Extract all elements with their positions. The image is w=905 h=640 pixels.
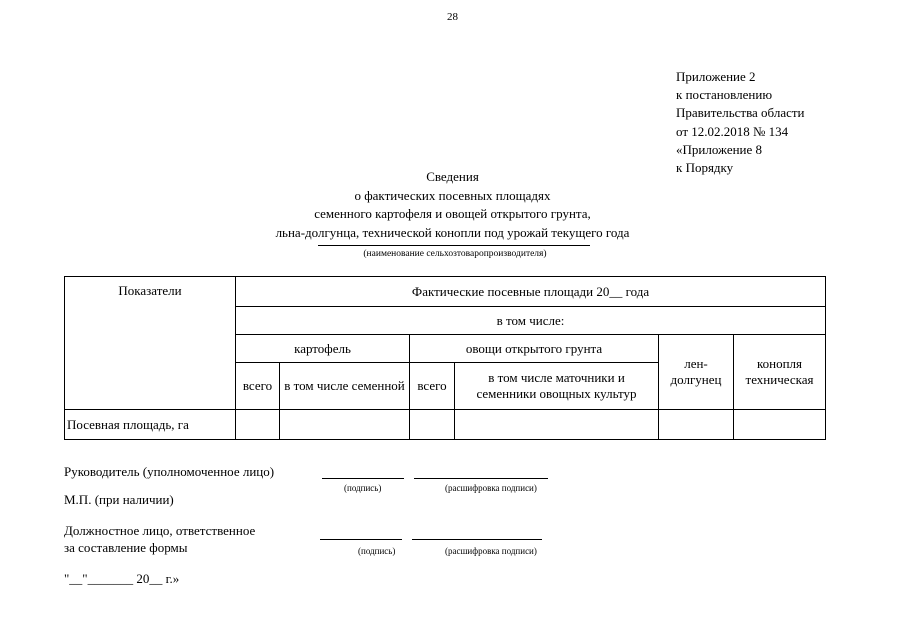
official-label-line2: за составление формы — [64, 540, 188, 555]
vegetables-header: овощи открытого грунта — [410, 335, 659, 363]
flax-cell[interactable] — [659, 410, 734, 440]
potato-total-header: всего — [236, 363, 280, 410]
vegetables-total-header: всего — [410, 363, 455, 410]
appendix-line: к Порядку — [676, 160, 734, 176]
official-decoding-caption: (расшифровка подписи) — [445, 546, 537, 556]
vegetables-seed-cell[interactable] — [455, 410, 659, 440]
appendix-line: от 12.02.2018 № 134 — [676, 123, 789, 139]
appendix-line: к постановлению — [676, 87, 773, 103]
potato-header: картофель — [236, 335, 410, 363]
title-line: о фактических посевных площадях — [354, 187, 551, 203]
page-number: 28 — [447, 11, 458, 23]
official-decoding-line[interactable] — [412, 539, 542, 540]
sowing-area-table — [64, 276, 826, 440]
appendix-line: Приложение 2 — [676, 69, 756, 84]
appendix-line: «Приложение 8 — [676, 141, 763, 157]
head-decoding-caption: (расшифровка подписи) — [445, 483, 537, 493]
including-header: в том числе: — [236, 307, 826, 335]
actual-areas-header: Фактические посевные площади 20__ года — [236, 277, 826, 307]
title-line: Сведения — [426, 169, 479, 184]
indicators-header: Показатели — [65, 277, 236, 410]
potato-total-cell[interactable] — [236, 410, 280, 440]
vegetables-total-cell[interactable] — [410, 410, 455, 440]
head-decoding-line[interactable] — [414, 478, 548, 479]
title-line: льна-долгунца, технической конопли под урожай текущего года — [275, 224, 630, 240]
official-signature-caption: (подпись) — [358, 546, 396, 556]
appendix-header — [676, 68, 805, 177]
producer-name-line[interactable] — [318, 245, 590, 246]
date-line[interactable]: "__"_______ 20__ г.» — [64, 571, 180, 586]
document-title — [200, 168, 705, 242]
potato-seed-cell[interactable] — [280, 410, 410, 440]
flax-header: лен-долгунец — [659, 335, 734, 410]
potato-seed-header: в том числе семенной — [280, 363, 410, 410]
head-label: Руководитель (уполномоченное лицо) — [64, 464, 275, 479]
official-label-line1: Должностное лицо, ответственное — [64, 523, 256, 538]
stamp-label: М.П. (при наличии) — [64, 492, 174, 507]
appendix-line: Правительства области — [676, 105, 805, 121]
official-signature-line[interactable] — [320, 539, 402, 540]
hemp-cell[interactable] — [734, 410, 826, 440]
head-signature-caption: (подпись) — [344, 483, 382, 493]
vegetables-seed-header: в том числе маточники и семенники овощных культур — [455, 363, 659, 410]
producer-name-caption: (наименование сельхозтоваропроизводителя) — [363, 249, 547, 259]
sowing-area-row-label: Посевная площадь, га — [65, 410, 236, 440]
hemp-header: конопля техническая — [734, 335, 826, 410]
head-signature-line[interactable] — [322, 478, 404, 479]
title-line: семенного картофеля и овощей открытого грунта, — [314, 206, 591, 221]
